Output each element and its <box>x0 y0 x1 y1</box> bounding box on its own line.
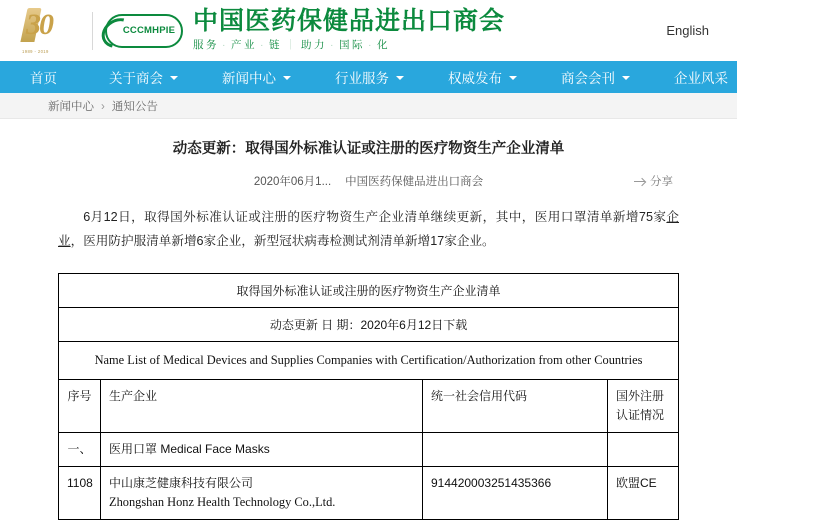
table-row-subtitle <box>59 308 679 342</box>
nav-label: 首页 <box>30 71 57 86</box>
article-body <box>58 205 679 253</box>
table-row <box>59 467 679 520</box>
anniversary-number: 30 <box>26 7 52 41</box>
breadcrumb-bar <box>0 93 737 119</box>
publish-date: 2020年06月1... <box>253 176 332 188</box>
slogan-part-6: 化 <box>377 39 390 51</box>
nav-label: 权威发布 <box>448 71 502 86</box>
chevron-down-icon <box>509 76 517 80</box>
slogan-part-4: 助力 <box>301 39 327 51</box>
company-list-table <box>58 273 679 520</box>
nav-item-member-zone[interactable] <box>750 61 835 93</box>
main-navigation <box>0 61 813 93</box>
article-meta <box>58 173 679 189</box>
chevron-down-icon <box>622 76 630 80</box>
slogan-dot-5: · <box>368 39 374 51</box>
nav-item-home[interactable] <box>0 61 87 93</box>
cccmhpie-badge-text: CCCMHPIE <box>122 25 176 36</box>
table-row-english-title <box>59 342 679 380</box>
cell-certification <box>608 433 679 467</box>
share-icon <box>634 177 645 186</box>
nav-item-enterprise-style[interactable] <box>652 61 750 93</box>
nav-item-journal[interactable] <box>539 61 652 93</box>
breadcrumb <box>0 98 158 114</box>
article-source: 中国医药保健品进出口商会 <box>345 176 484 188</box>
cell-company-name <box>101 467 423 520</box>
cell-company-name-cn: 中山康芝健康科技有限公司 <box>109 476 254 490</box>
cell-credit-code <box>423 433 608 467</box>
chevron-down-icon <box>396 76 404 80</box>
cell-certification: 欧盟CE <box>608 467 679 520</box>
cell-num: 1108 <box>59 467 101 520</box>
article-paragraph-text-2: ，医用防护服清单新增6家企业，新型冠状病毒检测试剂清单新增17家企业。 <box>70 234 495 248</box>
nav-item-industry-service[interactable] <box>313 61 426 93</box>
nav-label: 新闻中心 <box>222 71 276 86</box>
table-row <box>59 433 679 467</box>
organization-slogan <box>193 37 505 53</box>
nav-label: 企业风采 <box>674 71 728 86</box>
slogan-part-3: 链 <box>269 39 282 51</box>
nav-item-authoritative-release[interactable] <box>426 61 539 93</box>
column-header-company: 生产企业 <box>101 380 423 433</box>
slogan-part-5: 国际 <box>339 39 365 51</box>
breadcrumb-item-notice[interactable]: 通知公告 <box>111 100 158 113</box>
language-switch-link[interactable]: English <box>666 23 709 38</box>
page-title: 动态更新：取得国外标准认证或注册的医疗物资生产企业清单 <box>172 141 565 157</box>
table-subtitle: 动态更新 日 期：2020年6月12日下载 <box>59 308 679 342</box>
nav-label: 关于商会 <box>109 71 163 86</box>
slogan-part-2: 产业 <box>231 39 257 51</box>
slogan-dot-3: ｜ <box>285 39 298 51</box>
cccmhpie-logo-icon <box>105 14 183 48</box>
nav-label: 行业服务 <box>335 71 389 86</box>
table-english-title: Name List of Medical Devices and Supplies Companies with Certification/Authorization from other Countries <box>59 342 679 380</box>
column-header-code: 统一社会信用代码 <box>423 380 608 433</box>
column-header-cert-line2: 认证情况 <box>616 408 665 422</box>
anniversary-years: 1989 - 2019 <box>22 48 49 54</box>
cell-company-name-en: Zhongshan Honz Health Technology Co.,Ltd. <box>109 495 336 509</box>
table-header-row <box>59 380 679 433</box>
slogan-part-1: 服务 <box>193 39 219 51</box>
cell-credit-code: 914420003251435366 <box>423 467 608 520</box>
organization-names <box>193 8 505 53</box>
column-header-cert <box>608 380 679 433</box>
article-paragraph-underlined: 企业 <box>58 210 679 248</box>
nav-label: 商会会刊 <box>561 71 615 86</box>
article-paragraph <box>58 205 679 253</box>
share-label: 分享 <box>650 176 673 188</box>
header-divider <box>92 12 93 50</box>
chevron-down-icon <box>170 76 178 80</box>
breadcrumb-separator: › <box>101 100 105 113</box>
cell-company-name: 医用口罩 Medical Face Masks <box>101 433 423 467</box>
cell-num: 一、 <box>59 433 101 467</box>
nav-item-news[interactable] <box>200 61 313 93</box>
share-button[interactable] <box>634 173 673 189</box>
breadcrumb-item-news[interactable]: 新闻中心 <box>48 100 94 113</box>
column-header-cert-line1: 国外注册 <box>616 389 665 403</box>
organization-name-cn: 中国医药保健品进出口商会 <box>193 8 506 35</box>
chevron-down-icon <box>283 76 291 80</box>
nav-item-about[interactable] <box>87 61 200 93</box>
site-header <box>0 0 737 61</box>
table-row-title <box>59 274 679 308</box>
nav-label: 会员之 <box>772 71 813 86</box>
article-container <box>0 139 737 520</box>
slogan-dot-1: · <box>222 39 228 51</box>
article-paragraph-text: 6月12日，取得国外标准认证或注册的医疗物资生产企业清单继续更新，其中，医用口罩清单新增75家 <box>83 210 667 224</box>
table-title: 取得国外标准认证或注册的医疗物资生产企业清单 <box>59 274 679 308</box>
slogan-dot-2: · <box>260 39 266 51</box>
column-header-num: 序号 <box>59 380 101 433</box>
slogan-dot-4: · <box>330 39 336 51</box>
anniversary-logo <box>22 8 78 54</box>
